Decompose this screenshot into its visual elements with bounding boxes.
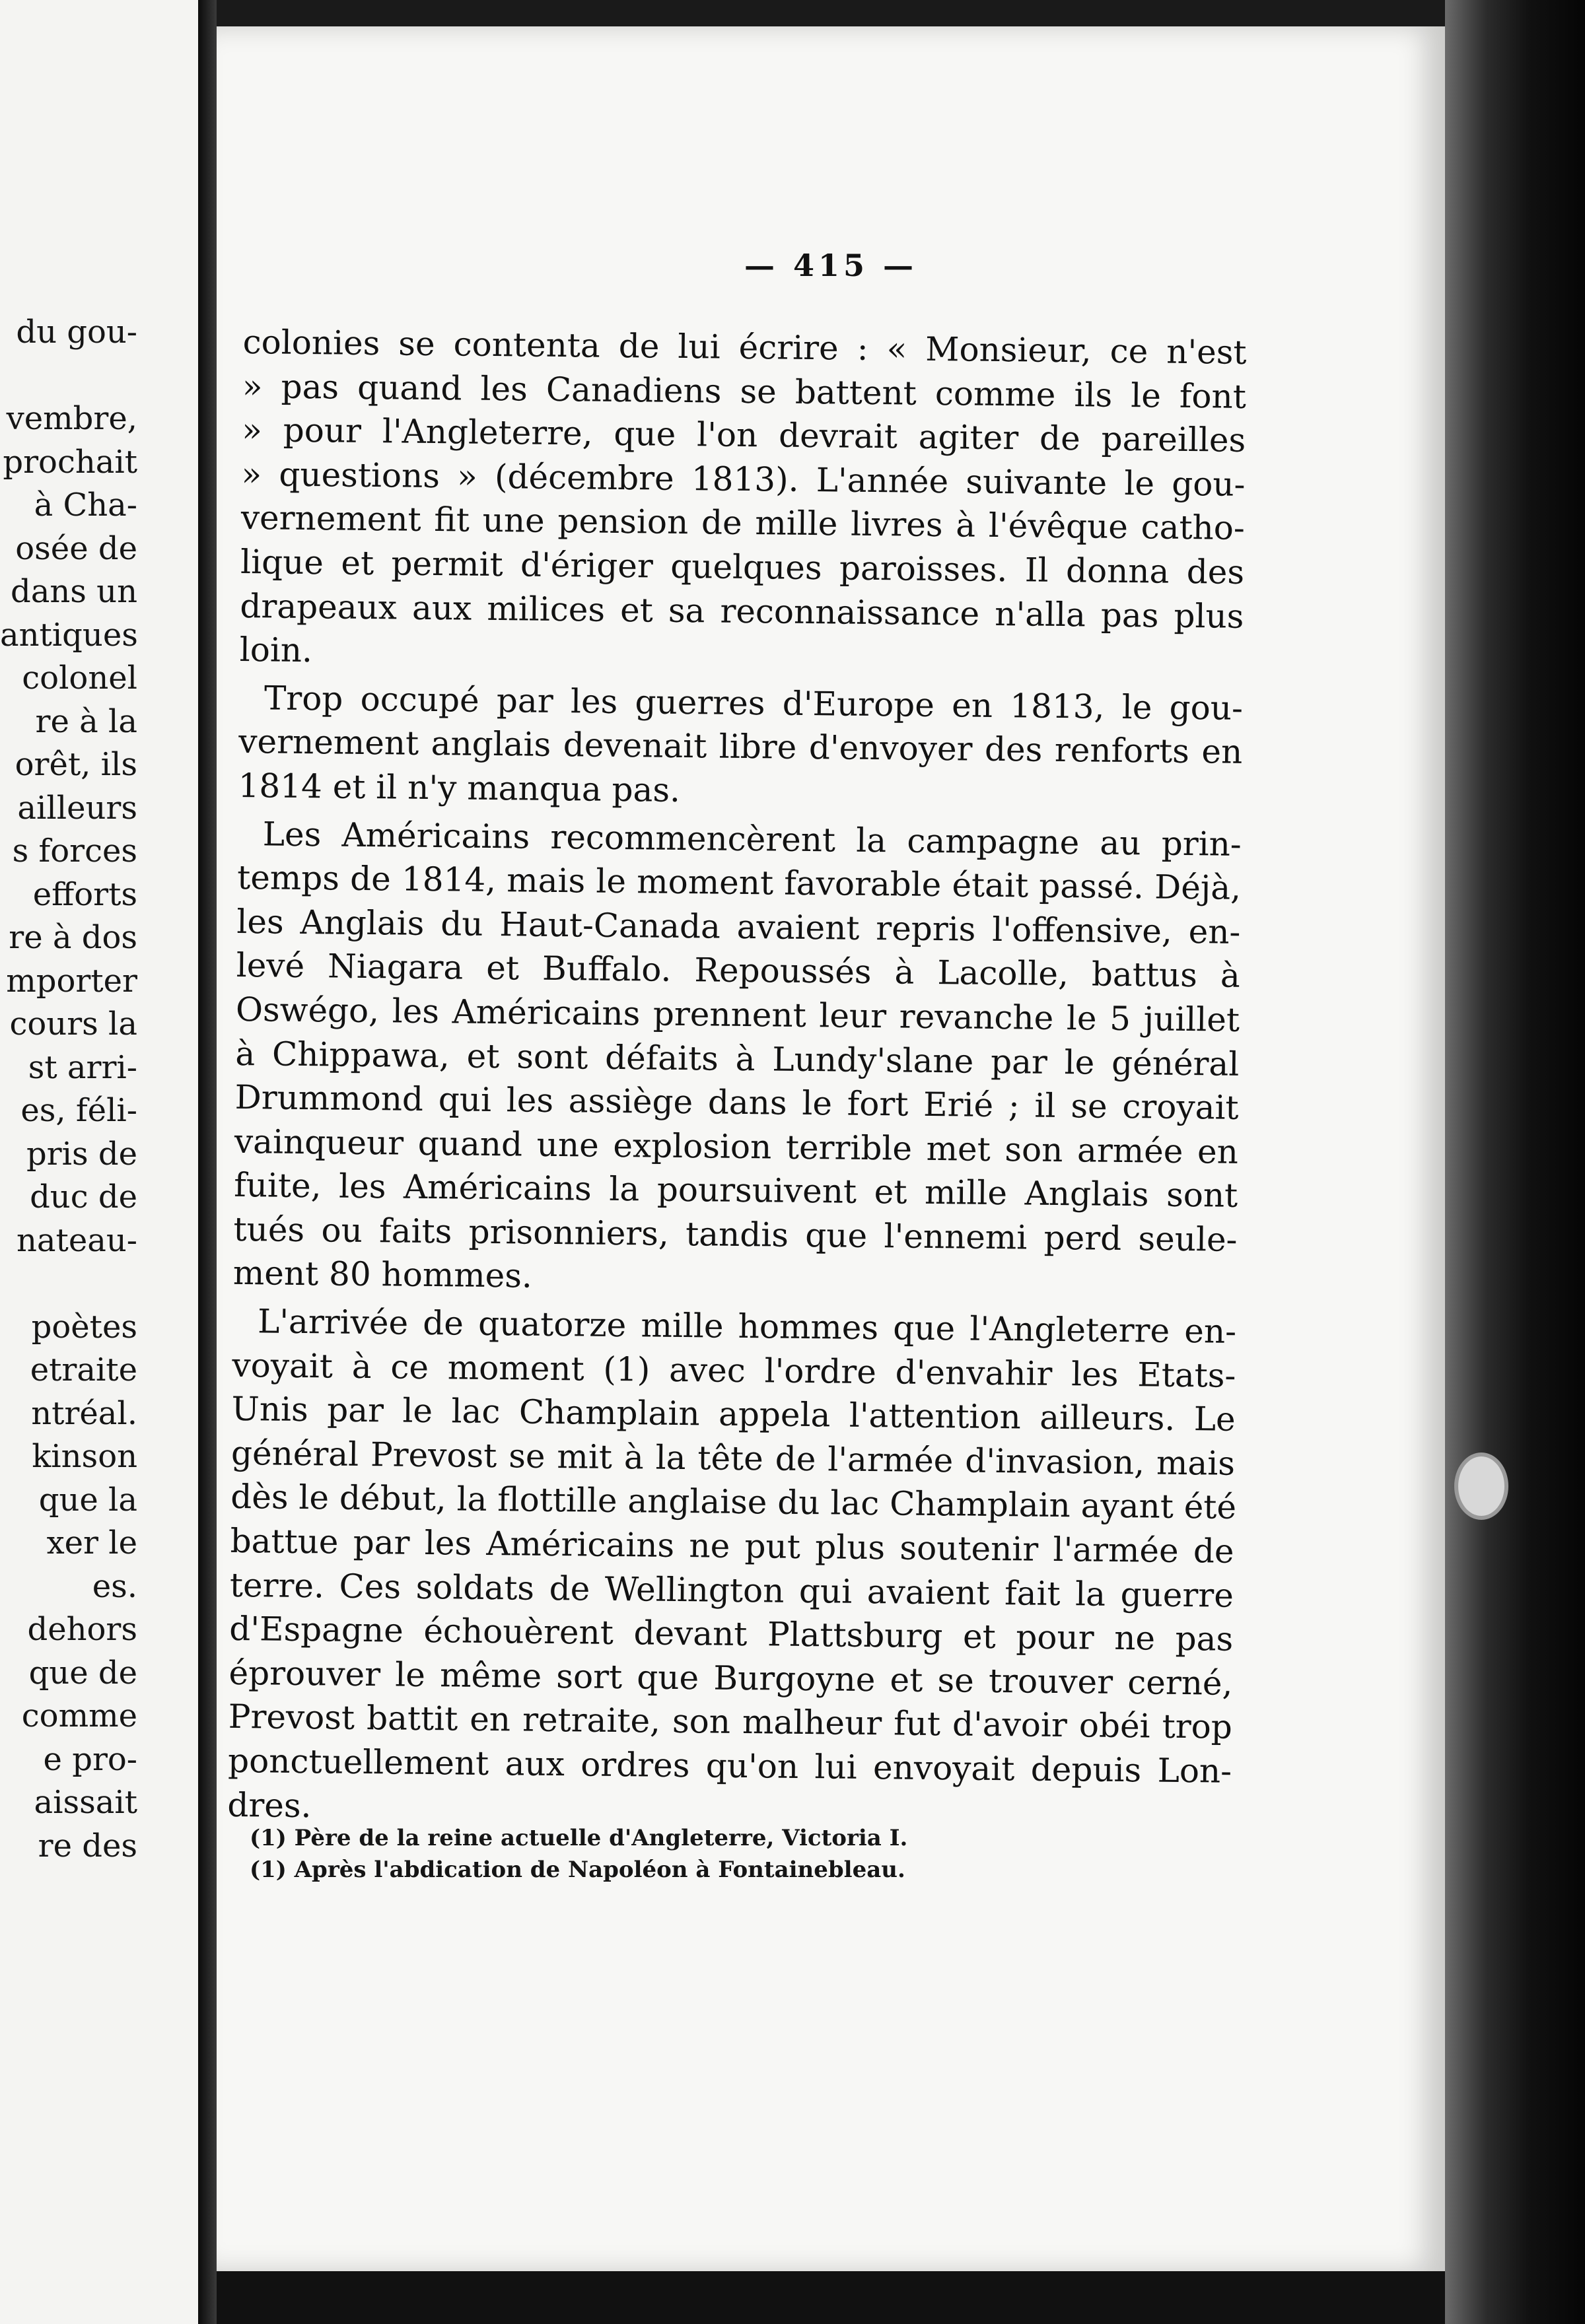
paragraph — [239, 320, 1246, 683]
text-line: vernement fit une pension de mille livres à l'évêque catho- — [240, 498, 1246, 548]
text-line: Drummond qui les assiège dans le fort Erié ; il se croyait — [234, 1078, 1239, 1127]
text-line: 1814 et il n'y manqua pas. — [238, 766, 681, 809]
text-line: colonies se contenta de lui écrire : « Monsieur, ce n'est — [242, 322, 1247, 372]
text-line: battue par les Américains ne put plus soutenir l'armée de — [230, 1521, 1234, 1571]
left-page-fragment: pris de — [26, 1135, 137, 1173]
text-line: terre. Ces soldats de Wellington qui avaient fait la guerre — [229, 1565, 1234, 1615]
text-line: vernement anglais devenait libre d'envoyer des renforts en — [238, 722, 1243, 772]
body-text — [227, 320, 1247, 1841]
page-number: — 415 — — [744, 248, 918, 283]
text-line: d'Espagne échouèrent devant Plattsburg et pour ne pas — [229, 1610, 1234, 1659]
left-page-fragment: duc de — [30, 1179, 137, 1215]
left-page-fragment: colonel — [22, 660, 137, 697]
left-page-fragment: dans un — [11, 573, 137, 610]
text-line: tués ou faits prisonniers, tandis que l'ennemi perd seule- — [233, 1210, 1238, 1259]
left-page-fragment: antiques — [0, 616, 138, 654]
text-line: Oswégo, les Américains prennent leur revanche le 5 juillet — [235, 990, 1240, 1039]
text-line: fuite, les Américains la poursuivent et mille Anglais sont — [233, 1166, 1238, 1215]
left-page-fragment: es. — [92, 1567, 137, 1605]
left-page-fragment: comme — [21, 1697, 137, 1734]
text-line: » questions » (décembre 1813). L'année suivante le gou- — [241, 454, 1246, 504]
left-page-fragment: xer le — [46, 1524, 137, 1561]
text-line: » pas quand les Canadiens se battent comme ils le font — [242, 366, 1247, 416]
text-line: lique et permit d'ériger quelques paroisses. Il donna des — [240, 542, 1245, 592]
left-page-fragment: prochait — [3, 443, 137, 481]
paragraph — [227, 1299, 1236, 1837]
left-page-fragment: st arri- — [28, 1048, 137, 1086]
text-line: loin. — [239, 631, 313, 670]
text-line: général Prevost se mit à la tête de l'armée d'invasion, mais — [230, 1433, 1236, 1483]
paragraph — [233, 811, 1242, 1305]
main-page — [217, 26, 1445, 2271]
text-line: drapeaux aux milices et sa reconnaissance n'alla pas plus — [240, 586, 1244, 636]
text-line: L'arrivée de quatorze mille hommes que l'Angleterre en- — [257, 1302, 1237, 1351]
text-line: à Chippawa, et sont défaits à Lundy'slane par le général — [235, 1034, 1240, 1083]
footnotes — [250, 1822, 1042, 1886]
text-line: voyait à ce moment (1) avec l'ordre d'envahir les Etats- — [232, 1346, 1236, 1395]
left-page-fragment: osée de — [15, 530, 137, 567]
text-line: ponctuellement aux ordres qu'on lui envoyait depuis Lon- — [227, 1741, 1232, 1791]
left-page-fragment: s forces — [12, 833, 137, 870]
text-line: éprouver le même sort que Burgoyne et se trouver cerné, — [229, 1653, 1233, 1703]
left-page-fragment: kinson — [32, 1438, 137, 1475]
left-page-fragment: orêt, ils — [15, 746, 137, 783]
left-page-fragment: etraite — [30, 1351, 137, 1388]
footnote: (1) Après l'abdication de Napoléon à Fontainebleau. — [250, 1857, 905, 1883]
text-line: Prevost battit en retraite, son malheur fut d'avoir obéi trop — [228, 1697, 1233, 1747]
text-line: levé Niagara et Buffalo. Repoussés à Lacolle, battus à — [236, 946, 1240, 996]
left-page-fragment: nateau- — [17, 1221, 137, 1259]
text-line: les Anglais du Haut-Canada avaient repris l'offensive, en- — [236, 902, 1241, 951]
left-page-fragment: dehors — [27, 1611, 137, 1648]
text-line: Unis par le lac Champlain appela l'attention ailleurs. Le — [231, 1390, 1236, 1439]
footnote: (1) Père de la reine actuelle d'Angleterre, Victoria I. — [250, 1825, 908, 1851]
text-line: dres. — [227, 1785, 312, 1825]
left-page-fragment: poètes — [31, 1308, 137, 1346]
bottom-shadow — [217, 2271, 1445, 2324]
text-line: Trop occupé par les guerres d'Europe en 1813, le gou- — [264, 679, 1244, 728]
book-binding-edge — [1445, 0, 1585, 2324]
left-page-fragment: ntréal. — [31, 1394, 137, 1432]
text-line: Les Américains recommencèrent la campagne au prin- — [262, 814, 1242, 864]
left-page-fragment: aissait — [34, 1784, 137, 1821]
left-page-fragment: ailleurs — [17, 789, 137, 827]
left-page-fragment: que de — [28, 1654, 137, 1692]
text-line: » pour l'Angleterre, que l'on devrait agiter de pareilles — [241, 411, 1246, 460]
left-page-fragment: que la — [38, 1481, 137, 1519]
text-line: ment 80 hommes. — [232, 1254, 533, 1296]
text-line: dès le début, la flottille anglaise du lac Champlain ayant été — [230, 1478, 1237, 1527]
left-page-fragment: vembre, — [6, 400, 137, 437]
left-facing-page — [0, 0, 202, 2324]
left-page-fragment: es, féli- — [20, 1092, 137, 1129]
left-page-fragment: mporter — [6, 962, 137, 1000]
text-line: temps de 1814, mais le moment favorable était passé. Déjà, — [236, 858, 1242, 907]
paragraph — [238, 676, 1243, 819]
left-page-fragment: à Cha- — [34, 487, 137, 524]
binding-hole-icon — [1454, 1452, 1508, 1520]
book-gutter — [198, 0, 217, 2324]
left-page-fragment: re à dos — [9, 919, 137, 956]
left-page-fragment: cours la — [9, 1006, 137, 1042]
text-line: vainqueur quand une explosion terrible met son armée en — [234, 1122, 1239, 1171]
left-page-fragment: efforts — [32, 875, 137, 913]
left-page-fragment: re à la — [35, 702, 137, 740]
left-page-fragment: e pro- — [43, 1740, 137, 1778]
left-page-fragment: du gou- — [16, 314, 137, 351]
left-page-fragment: re des — [38, 1827, 137, 1864]
